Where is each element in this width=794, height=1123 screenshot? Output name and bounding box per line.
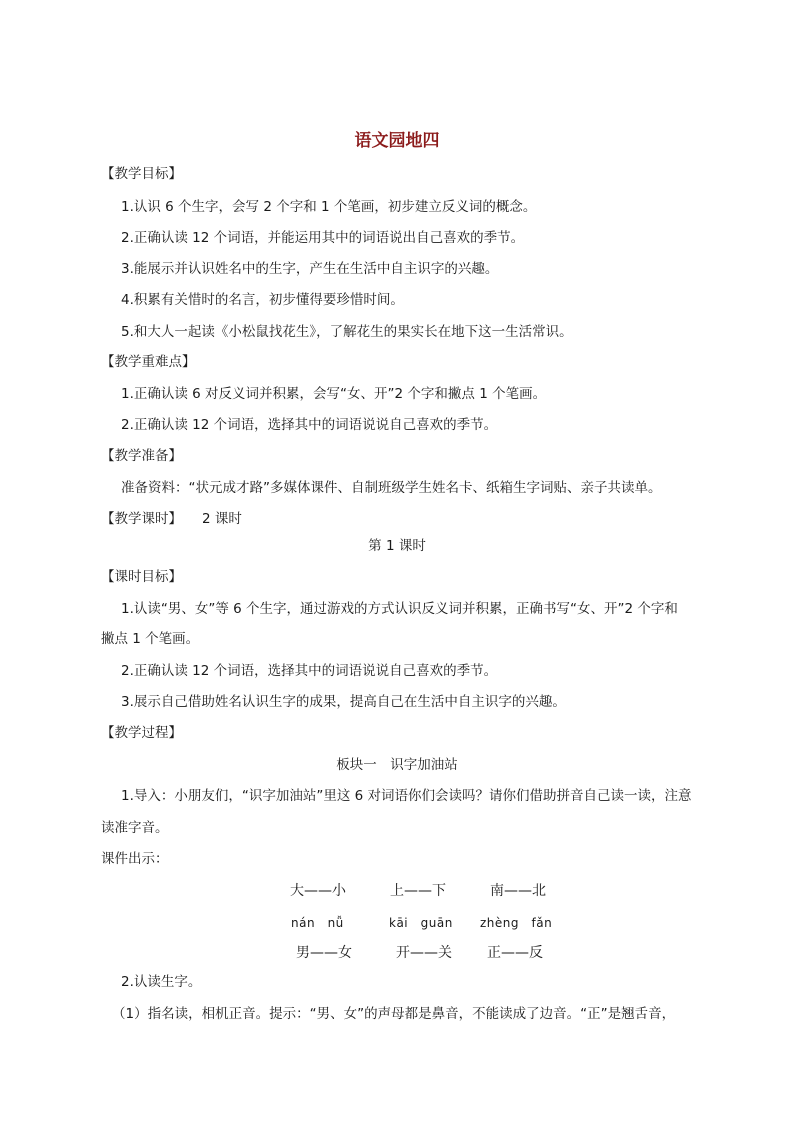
section-heading-hours xyxy=(101,509,242,529)
hours-heading-label: 【教学课时】 xyxy=(101,511,182,527)
hours-value: 2 课时 xyxy=(202,511,242,527)
preparation-text: 准备资料：“状元成才路”多媒体课件、自制班级学生姓名卡、纸箱生字词贴、亲子共读单。 xyxy=(121,480,662,496)
lesson-title: 第 1 课时 xyxy=(368,538,426,554)
antonym-pair: 正——反 xyxy=(487,945,543,961)
step-text: （1）指名读，相机正音。提示：“男、女”的声母都是鼻音，不能读成了边音。“正”是翘舌音， xyxy=(112,1006,676,1022)
goal-item: 3.能展示并认识姓名中的生字，产生在生活中自主识字的兴趣。 xyxy=(121,261,499,277)
antonym-pair: 上——下 xyxy=(390,883,446,899)
lesson-goal-item: 1.认读“男、女”等 6 个生字，通过游戏的方式认识反义词并积累，正确书写“女、开”2 个字和 xyxy=(121,601,678,617)
antonym-pair: 男——女 xyxy=(296,945,352,961)
document-title: 语文园地四 xyxy=(354,131,440,151)
intro-text-continued: 读准字音。 xyxy=(101,820,169,836)
goal-item: 4.积累有关惜时的名言，初步懂得要珍惜时间。 xyxy=(121,292,404,308)
antonym-pair: 大——小 xyxy=(290,883,346,899)
block-title: 板块一 识字加油站 xyxy=(336,757,458,773)
key-point-item: 1.正确认读 6 对反义词并积累，会写“女、开”2 个字和撇点 1 个笔画。 xyxy=(121,386,547,402)
lesson-goal-item: 2.正确认读 12 个词语，选择其中的词语说说自己喜欢的季节。 xyxy=(121,663,498,679)
key-point-item: 2.正确认读 12 个词语，选择其中的词语说说自己喜欢的季节。 xyxy=(121,417,498,433)
pinyin: nán nǚ xyxy=(291,916,344,930)
section-heading-goals: 【教学目标】 xyxy=(101,166,182,182)
goal-item: 5.和大人一起读《小松鼠找花生》，了解花生的果实长在地下这一生活常识。 xyxy=(121,324,573,340)
lesson-goal-item: 3.展示自己借助姓名认识生字的成果，提高自己在生活中自主识字的兴趣。 xyxy=(121,694,566,710)
pinyin: kāi guān xyxy=(389,916,453,930)
goal-item: 1.认识 6 个生字，会写 2 个字和 1 个笔画，初步建立反义词的概念。 xyxy=(121,199,537,215)
section-heading-process: 【教学过程】 xyxy=(101,725,182,741)
intro-text: 1.导入：小朋友们，“识字加油站”里这 6 对词语你们会读吗？请你们借助拼音自己读一读，注意 xyxy=(121,788,692,804)
pinyin: zhèng fǎn xyxy=(480,916,553,930)
courseware-label: 课件出示： xyxy=(101,851,169,867)
antonym-pair: 开——关 xyxy=(396,945,452,961)
section-heading-key-points: 【教学重难点】 xyxy=(101,354,196,370)
lesson-goal-item-continued: 撇点 1 个笔画。 xyxy=(101,631,200,647)
antonym-pair: 南——北 xyxy=(490,883,546,899)
goal-item: 2.正确认读 12 个词语，并能运用其中的词语说出自己喜欢的季节。 xyxy=(121,230,525,246)
section-heading-preparation: 【教学准备】 xyxy=(101,448,182,464)
section-heading-lesson-goals: 【课时目标】 xyxy=(101,569,182,585)
step-text: 2.认读生字。 xyxy=(121,974,202,990)
